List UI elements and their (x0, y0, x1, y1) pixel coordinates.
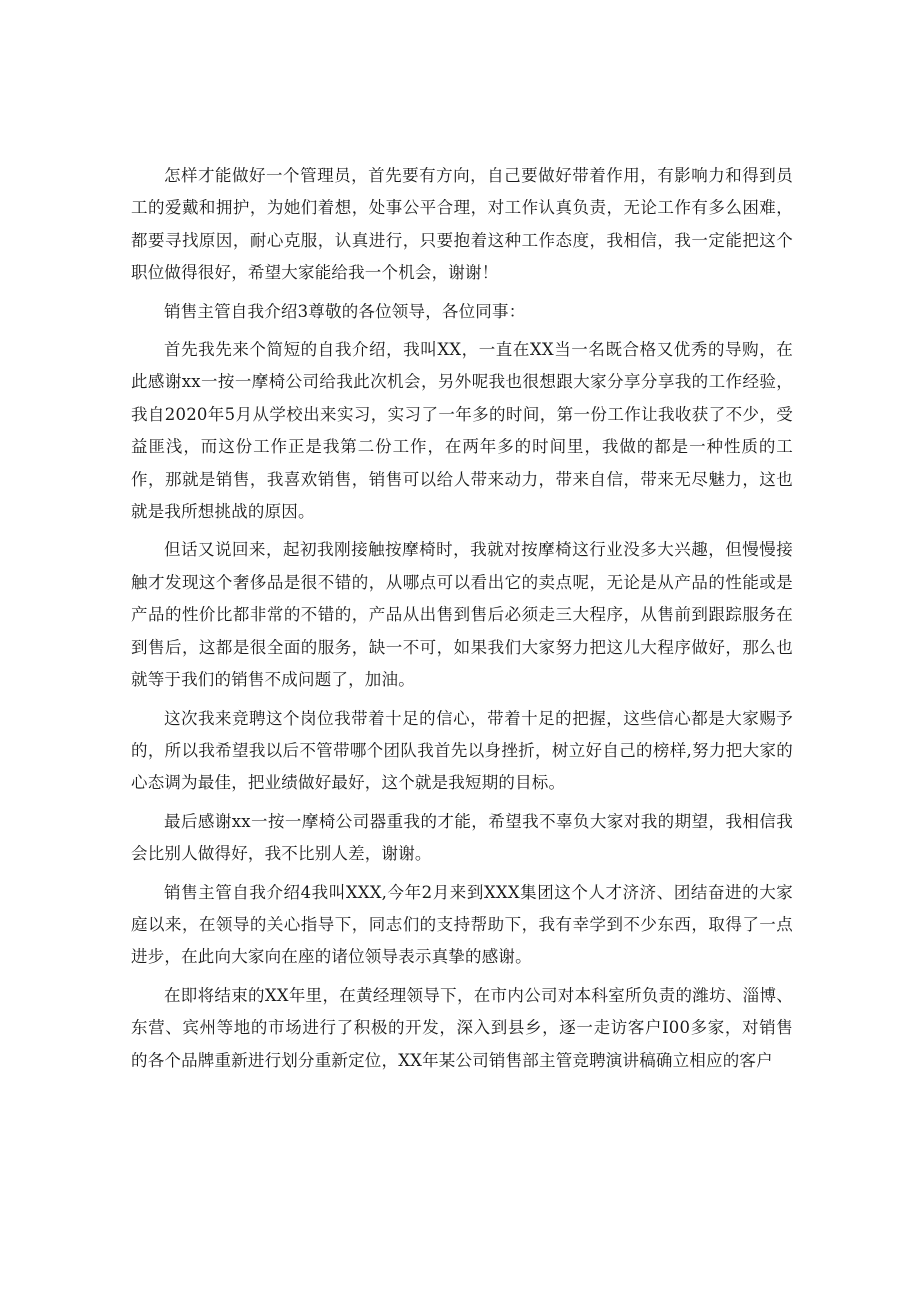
paragraph-intro-4: 销售主管自我介绍4我叫XXX,今年2月来到XXX集团这个人才济济、团结奋进的大家庭以来，在领导的关心指导下，同志们的支持帮助下，我有幸学到不少东西，取得了一点进步，在此向大家向在座的诸位领导表示真挚的感谢。 (131, 882, 793, 967)
paragraph-self-introduction: 首先我先来个简短的自我介绍，我叫XX，一直在XX当一名既合格又优秀的导购，在此感谢xx一按一摩椅公司给我此次机会，另外呢我也很想跟大家分享分享我的工作经验，我自2020年5月从学校出来实习，实习了一年多的时间，第一份工作让我收获了不少，受益匪浅，而这份工作正是我第二份工作，在两年多的时间里，我做的都是一种性质的工作，那就是销售，我喜欢销售，销售可以给人带来动力，带来自信，带来无尽魅力，这也就是我所想挑战的原因。 (131, 340, 793, 522)
paragraph-intro-3-heading: 销售主管自我介绍3尊敬的各位领导，各位同事： (164, 301, 526, 321)
document-body (131, 160, 793, 1083)
paragraph-confidence: 这次我来竞聘这个岗位我带着十足的信心，带着十足的把握，这些信心都是大家赐予的，所以我希望我以后不管带哪个团队我首先以身挫折，树立好自己的榜样,努力把大家的心态调为最佳，把业绩做好最好，这个就是我短期的目标。 (131, 708, 793, 793)
paragraph-manager-qualities: 怎样才能做好一个管理员，首先要有方向，自己要做好带着作用，有影响力和得到员工的爱戴和拥护，为她们着想，处事公平合理，对工作认真负责，无论工作有多么困难，都要寻找原因，耐心克服，认真进行，只要抱着这种工作态度，我相信，我一定能把这个职位做得很好，希望大家能给我一个机会，谢谢！ (131, 166, 793, 283)
paragraph-massage-chair: 但话又说回来，起初我刚接触按摩椅时，我就对按摩椅这行业没多大兴趣，但慢慢接触才发现这个奢侈品是很不错的，从哪点可以看出它的卖点呢，无论是从产品的性能或是产品的性价比都非常的不错的，产品从出售到售后必须走三大程序，从售前到跟踪服务在到售后，这都是很全面的服务，缺一不可，如果我们大家努力把这儿大程序做好，那么也就等于我们的销售不成问题了，加油。 (131, 540, 793, 690)
paragraph-thanks: 最后感谢xx一按一摩椅公司器重我的才能，希望我不辜负大家对我的期望，我相信我会比别人做得好，我不比别人差，谢谢。 (131, 811, 793, 864)
paragraph-market-development: 在即将结束的XX年里，在黄经理领导下，在市内公司对本科室所负责的潍坊、淄博、东营、宾州等地的市场进行了积极的开发，深入到县乡，逐一走访客户I00多家，对销售的各个品牌重新进行划分重新定位，XX年某公司销售部主管竞聘演讲稿确立相应的客户 (131, 985, 793, 1070)
